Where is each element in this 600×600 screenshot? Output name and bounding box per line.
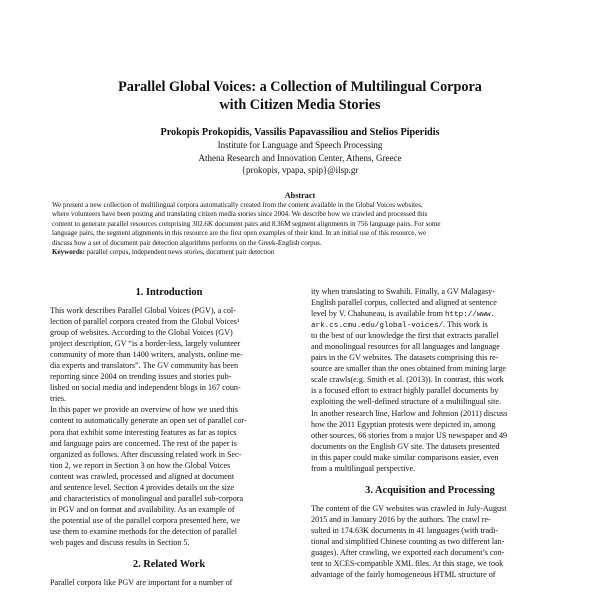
- body-line: tion 2, we report in Section 3 on how the Global Voices: [50, 460, 231, 470]
- body-line: reporting since 2004 on trending issues and stories pub-: [50, 372, 232, 382]
- body-line: scale crawls(e.g. Smith et al. (2013)). In contrast, this work: [311, 375, 504, 385]
- body-line: The content of the GV websites was crawled in July-August: [311, 503, 507, 513]
- body-line: advantage of the fairly homogeneous HTML structure of: [311, 570, 496, 580]
- body-line: tent to XCES-compatible XML files. At this stage, we took: [311, 559, 504, 569]
- body-line: sulted in 174.63K documents in 41 languages (with tradi-: [311, 525, 499, 535]
- right-column: [311, 286, 549, 580]
- body-line: and characteristics of monolingual and parallel sub-corpora: [50, 493, 244, 503]
- body-line: English parallel corpus, collected and aligned at sentence: [311, 298, 497, 308]
- affiliation-email: {prokopis, vpapa, spip}@ilsp.gr: [241, 165, 359, 175]
- body-line: group of websites. According to the Global Voices (GV): [50, 328, 233, 338]
- body-line: ity when translating to Swahili. Finally, a GV Malagasy-: [311, 287, 495, 296]
- body-line: In this paper we provide an overview of how we used this: [50, 405, 238, 415]
- keywords-text: parallel corpus, independent news stories, document pair detection: [84, 248, 275, 257]
- keywords-label: Keywords:: [52, 248, 85, 257]
- section-heading-acquisition: 3. Acquisition and Processing: [365, 484, 495, 496]
- body-line: community of more than 1400 writers, analysts, online me-: [50, 350, 243, 360]
- url-link[interactable]: http://www.: [444, 311, 496, 320]
- section-heading-introduction: 1. Introduction: [135, 287, 203, 298]
- body-line: guages). After crawling, we exported each document’s con-: [311, 547, 505, 557]
- body-line: content was crawled, processed and aligned at document: [50, 471, 235, 481]
- body-line: content to automatically generate an open set of parallel cor-: [50, 416, 247, 426]
- body-line: and monolingual resources for all languages and language: [311, 342, 500, 352]
- body-line: project description, GV “is a border-less, largely volunteer: [50, 339, 241, 349]
- body-line: tries.: [50, 394, 67, 404]
- body-line: organized as follows. After discussing related work in Sec-: [50, 449, 242, 459]
- body-line: [311, 319, 549, 330]
- body-line: This work describes Parallel Global Voices (PGV), a col-: [50, 306, 236, 315]
- body-line: pairs in the GV websites. The datasets comprising this re-: [311, 353, 499, 363]
- left-column: [50, 286, 288, 588]
- body-line: lection of parallel corpora created from the Global Voices¹: [50, 317, 240, 327]
- affiliation-line: Institute for Language and Speech Processing: [217, 140, 383, 150]
- body-line: In another research line, Harlow and Johnson (2011) discuss: [311, 408, 508, 418]
- abstract-line: content to generate parallel resources comprising 302.6K document pairs and 8.36M segment alignments in 756 language pairs. For some: [52, 219, 441, 228]
- body-text: level by V. Chahuneau, is available from: [311, 309, 445, 319]
- affiliation-line: Athena Research and Innovation Center, Athens, Greece: [198, 152, 402, 163]
- abstract-line: where volunteers have been posting and translating citizen media stories since 2004. We describe how we crawled and processed this: [52, 210, 428, 219]
- body-line: is a focused effort to extract highly parallel documents by: [311, 386, 499, 396]
- abstract-line: language pairs, the segment alignments in this resource are the first open examples of their kind. In an initial use of this resource, we: [52, 229, 427, 238]
- title-line-1: Parallel Global Voices: a Collection of Multilingual Corpora: [118, 79, 482, 95]
- abstract-body: [52, 201, 550, 257]
- body-line: 2015 and in January 2016 by the authors. The crawl re-: [311, 514, 491, 524]
- body-line: other sources, 66 stories from a major US newspaper and 49: [311, 430, 508, 440]
- paper-title: [0, 78, 600, 114]
- body-line: tional and simplified Chinese counting as two different lan-: [311, 536, 505, 546]
- body-line: Parallel corpora like PGV are important for a number of: [50, 578, 233, 588]
- body-line: web pages and discuss results in Section 5.: [50, 537, 190, 547]
- author-list: Prokopis Prokopidis, Vassilis Papavassiliou and Stelios Piperidis: [160, 127, 440, 138]
- body-line: dia experts and translators”. The GV community has been: [50, 361, 239, 371]
- body-line: and sentence level. Section 4 provides details on the size: [50, 482, 235, 492]
- body-line: lished on social media and independent blogs in 167 coun-: [50, 383, 241, 393]
- body-line: in this paper could make similar comparisons easier, even: [311, 452, 499, 462]
- body-line: to the best of our knowledge the first that extracts parallel: [311, 331, 499, 341]
- body-line: exploiting the well-defined structure of a multilingual site.: [311, 397, 501, 407]
- body-line: use them to examine methods for the detection of parallel: [50, 526, 238, 536]
- abstract-line: We present a new collection of multilingual corpora automatically created from the content available in the Global Voices websites,: [52, 201, 423, 209]
- keywords-line: [52, 248, 550, 257]
- url-link[interactable]: ark.cs.cmu.edu/global-voices/: [311, 322, 444, 331]
- section-heading-related-work: 2. Related Work: [132, 559, 206, 571]
- abstract-line: discuss how a set of document pair detection algorithms performs on the Greek-English corpus.: [52, 238, 322, 247]
- body-line: from a multilingual perspective.: [311, 463, 416, 473]
- body-line: [311, 308, 549, 319]
- title-line-2: with Citizen Media Stories: [219, 97, 381, 113]
- body-line: pora that exhibit some interesting features as far as topics: [50, 427, 237, 437]
- body-line: source are smaller than the ones obtained from mining large: [311, 364, 507, 374]
- affiliation-block: [0, 139, 600, 177]
- abstract-heading: Abstract: [284, 191, 316, 200]
- body-line: and language pairs are concerned. The rest of the paper is: [50, 438, 237, 448]
- body-line: in PGV and on format and availability. As an example of: [50, 504, 235, 514]
- body-line: the potential use of the parallel corpora presented here, we: [50, 515, 240, 525]
- body-line: documents on the English GV site. The datasets presented: [311, 441, 500, 451]
- body-line: how the 2011 Egyptian protests were depicted in, among: [311, 419, 496, 429]
- body-text: . This work is: [443, 320, 488, 330]
